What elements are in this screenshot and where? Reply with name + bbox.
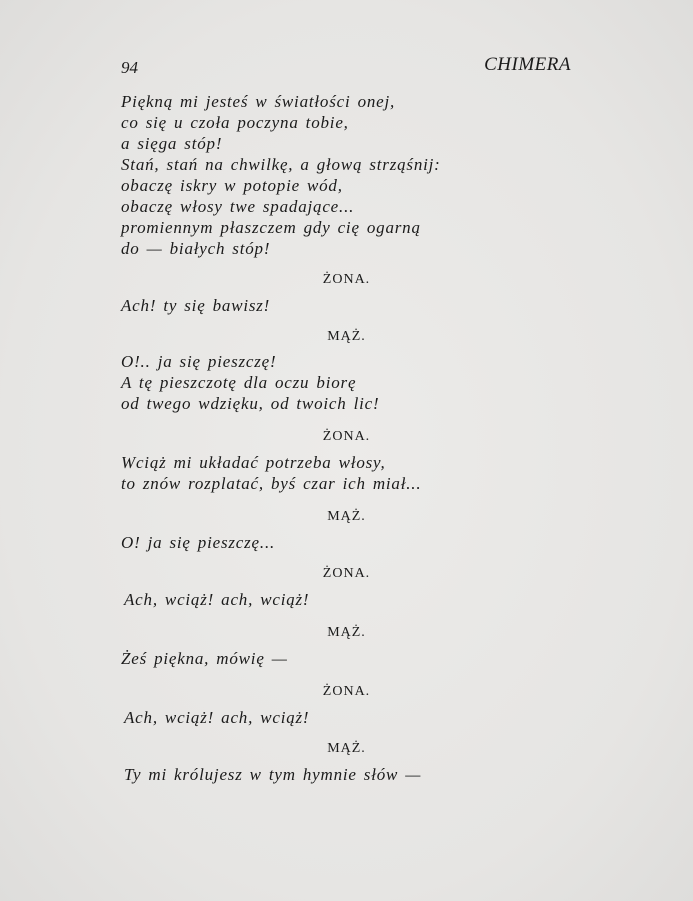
- verse-line: Ach, wciąż! ach, wciąż!: [124, 590, 310, 609]
- verse-line: obaczę włosy twe spadające...: [121, 197, 355, 216]
- speaker-label-husband: MĄŻ.: [327, 625, 366, 640]
- verse-line: O!.. ja się pieszczę!: [121, 352, 277, 371]
- verse-line: A tę pieszczotę dla oczu biorę: [121, 373, 357, 392]
- verse-line: Żeś piękna, mówię —: [121, 649, 288, 668]
- verse-line: O! ja się pieszczę...: [121, 533, 276, 552]
- speaker-label-wife: ŻONA.: [322, 272, 371, 287]
- speaker-label-husband: MĄŻ.: [327, 509, 366, 524]
- speaker-label-wife: ŻONA.: [322, 684, 371, 699]
- verse-line: od twego wdzięku, od twoich lic!: [121, 394, 380, 413]
- verse-line: a sięga stóp!: [121, 134, 223, 153]
- speaker-label-husband: MĄŻ.: [327, 329, 366, 344]
- speaker-label-husband: MĄŻ.: [327, 741, 366, 756]
- speaker-label-wife: ŻONA.: [322, 429, 371, 444]
- verse-line: Ach, wciąż! ach, wciąż!: [124, 708, 310, 727]
- verse-line: Ty mi królujesz w tym hymnie słów —: [124, 765, 422, 784]
- page-number: 94: [121, 58, 138, 77]
- verse-line: to znów rozplatać, byś czar ich miał...: [121, 474, 422, 493]
- verse-line: Stań, stań na chwilkę, a głową strząśnij:: [121, 155, 441, 174]
- verse-line: Piękną mi jesteś w światłości onej,: [121, 92, 396, 111]
- verse-line: Ach! ty się bawisz!: [121, 296, 271, 315]
- verse-line: co się u czoła poczyna tobie,: [121, 113, 349, 132]
- verse-line: Wciąż mi układać potrzeba włosy,: [121, 453, 386, 472]
- verse-line: obaczę iskry w potopie wód,: [121, 176, 343, 195]
- verse-line: promiennym płaszczem gdy cię ogarną: [121, 218, 421, 237]
- speaker-label-wife: ŻONA.: [322, 566, 371, 581]
- running-title: CHIMERA: [484, 54, 571, 75]
- verse-line: do — białych stóp!: [121, 239, 271, 258]
